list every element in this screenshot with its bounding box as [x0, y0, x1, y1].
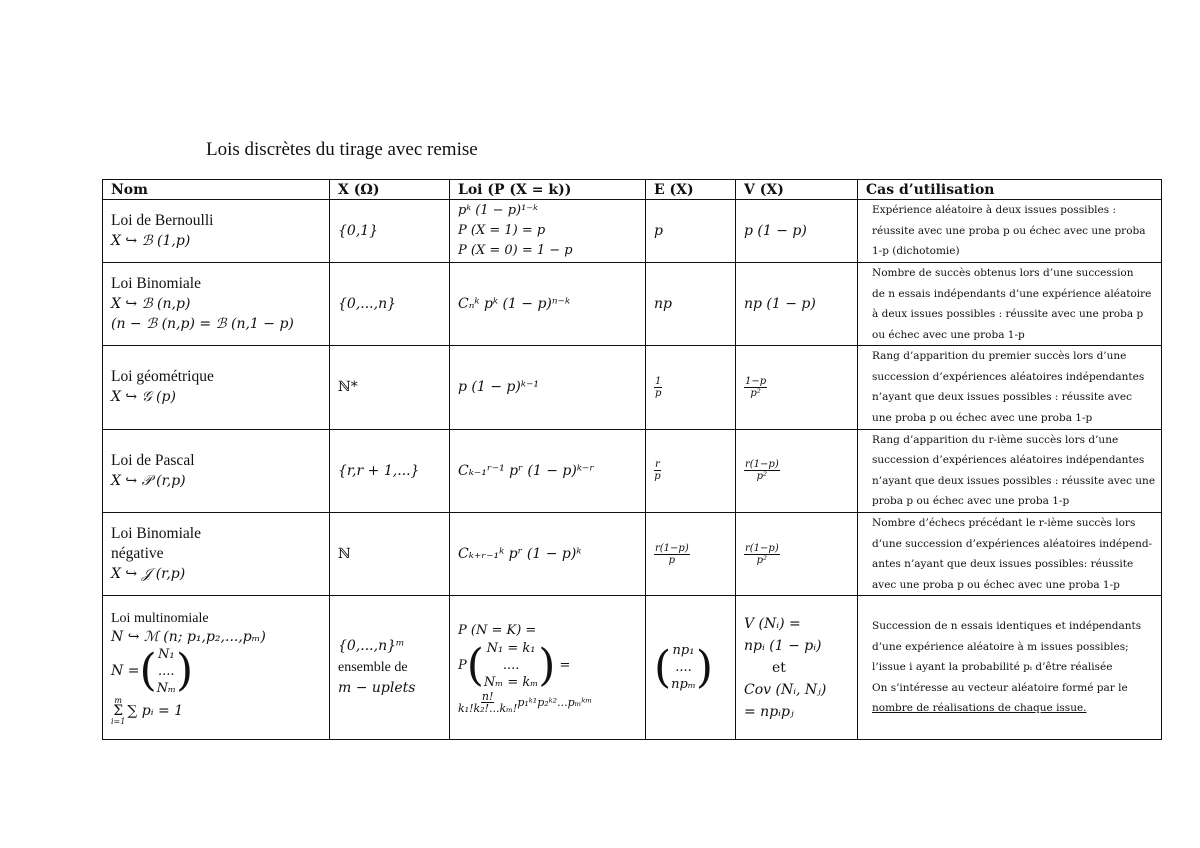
cell-usage	[858, 429, 1162, 512]
cell-support: {0,...,n}	[330, 262, 450, 345]
right-paren: )	[538, 640, 556, 692]
usage-line: Nombre d’échecs précédant le r-ième succès lors	[872, 517, 1136, 530]
fraction-numerator: r(1−p)	[655, 542, 689, 554]
fraction-numerator: 1	[655, 375, 662, 387]
law-notation: N ↪ ℳ (n; p₁,p₂,...,pₘ)	[111, 628, 266, 645]
usage-line: à deux issues possibles : réussite avec une proba p	[872, 308, 1144, 321]
header-loi: Loi (P (X = k))	[450, 180, 646, 200]
condition: ....	[502, 658, 520, 674]
loi-line: P (X = 1) = p	[458, 222, 546, 238]
law-notation: X ↪ 𝒢 (p)	[111, 389, 176, 406]
usage-line: Rang d’apparition du r-ième succès lors d’une	[872, 433, 1119, 446]
variance-line: et	[772, 659, 786, 676]
left-paren: (	[466, 640, 484, 692]
fraction-denominator: p	[668, 554, 676, 566]
vector-entry: Nₘ	[156, 680, 176, 696]
sum-expression: ∑ pᵢ = 1	[127, 702, 184, 719]
cell-support: ℕ	[330, 512, 450, 595]
cell-esperance: np	[646, 262, 736, 345]
cell-loi	[450, 596, 646, 740]
cell-esperance: p	[646, 200, 736, 263]
cell-esperance	[646, 512, 736, 595]
cell-loi: Cₙᵏ pᵏ (1 − p)ⁿ⁻ᵏ	[450, 262, 646, 345]
cell-variance	[736, 346, 858, 429]
cell-usage	[858, 346, 1162, 429]
cell-nom	[103, 512, 330, 595]
law-name-continued: négative	[111, 545, 164, 563]
cell-usage	[858, 596, 1162, 740]
left-paren: (	[139, 645, 157, 697]
loi-line: pᵏ (1 − p)¹⁻ᵏ	[458, 202, 538, 218]
cell-support	[330, 596, 450, 740]
cell-variance	[736, 512, 858, 595]
header-esperance: E (X)	[646, 180, 736, 200]
law-name: Loi de Bernoulli	[111, 211, 214, 229]
cell-nom	[103, 262, 330, 345]
law-notation: X ↪ ℬ (1,p)	[111, 232, 191, 249]
right-paren: )	[695, 642, 714, 694]
cell-nom	[103, 200, 330, 263]
usage-line: n’ayant que deux issues possibles : réussite avec	[872, 391, 1132, 404]
fraction-numerator: r	[655, 459, 660, 471]
law-notation: X ↪ 𝒫 (r,p)	[111, 472, 186, 489]
vector-label: N =	[111, 663, 140, 680]
vector-entry: ....	[675, 660, 692, 676]
cell-support: ℕ*	[330, 346, 450, 429]
variance-line: npᵢ (1 − pᵢ)	[744, 637, 822, 654]
table-row	[103, 512, 1162, 595]
probability-product: p₁ᵏ¹p₂ᵏ²...pₘᵏᵐ	[517, 696, 593, 710]
cell-support: {0,1}	[330, 200, 450, 263]
usage-line: Rang d’apparition du premier succès lors d’une	[872, 350, 1127, 363]
usage-line: avec une proba p ou échec avec une proba 1-p	[872, 578, 1120, 591]
sum-lower: i=1	[111, 716, 126, 726]
esperance-vector	[654, 642, 727, 693]
fraction-numerator: r(1−p)	[745, 459, 779, 471]
fraction-numerator: r(1−p)	[745, 542, 779, 554]
table-row	[103, 429, 1162, 512]
loi-formula	[458, 691, 637, 714]
fraction-denominator: p²	[756, 471, 768, 483]
fraction-denominator: p²	[750, 387, 761, 399]
usage-line: On s’intéresse au vecteur aléatoire formé par le	[872, 681, 1128, 694]
usage-line: une proba p ou échec avec une proba 1-p	[872, 411, 1093, 424]
usage-line: Nombre de succès obtenus lors d’une succession	[872, 267, 1134, 280]
usage-line: l’issue i ayant la probabilité pᵢ d’être réalisée	[872, 661, 1113, 674]
cell-variance: p (1 − p)	[736, 200, 858, 263]
cell-esperance	[646, 429, 736, 512]
support-text: m − uplets	[338, 680, 416, 697]
usage-line: de n essais indépendants d’une expérience aléatoire	[872, 287, 1152, 300]
variance-fraction	[744, 376, 767, 399]
vector-components	[157, 646, 176, 697]
usage-line: réussite avec une proba p ou échec avec une proba	[872, 224, 1146, 237]
vector-definition	[111, 646, 321, 697]
condition: N₁ = k₁	[486, 641, 536, 657]
cell-usage	[858, 512, 1162, 595]
cell-nom	[103, 346, 330, 429]
equals-sign: =	[559, 658, 571, 674]
esperance-fraction	[654, 543, 690, 566]
vector-entry: np₁	[672, 643, 695, 659]
law-name: Loi Binomiale	[111, 525, 201, 543]
law-notation: X ↪ ℬ (n,p)	[111, 296, 191, 313]
loi-p: P	[458, 658, 467, 674]
cell-variance: np (1 − p)	[736, 262, 858, 345]
fraction-numerator: 1−p	[745, 375, 767, 387]
condition: Nₘ = kₘ	[483, 675, 539, 691]
cell-loi: Cₖ₋₁ʳ⁻¹ pʳ (1 − p)ᵏ⁻ʳ	[450, 429, 646, 512]
page-title: Lois discrètes du tirage avec remise	[206, 139, 478, 160]
variance-fraction	[744, 459, 780, 482]
usage-line: proba p ou échec avec une proba 1-p	[872, 495, 1070, 508]
table-row	[103, 200, 1162, 263]
cell-loi: p (1 − p)ᵏ⁻¹	[450, 346, 646, 429]
sum-upper: m	[114, 695, 122, 705]
usage-line: antes n’ayant que deux issues possibles: réussite	[872, 558, 1134, 571]
esperance-fraction	[654, 459, 661, 482]
cell-usage	[858, 262, 1162, 345]
header-row	[103, 180, 1162, 200]
variance-line: V (Nᵢ) =	[744, 615, 801, 632]
law-notation: X ↪ 𝒥 (r,p)	[111, 566, 186, 583]
esperance-fraction	[654, 376, 662, 399]
fraction-denominator: p	[654, 471, 661, 483]
law-name: Loi de Pascal	[111, 451, 195, 469]
usage-line: nombre de réalisations de chaque issue.	[872, 702, 1087, 715]
cell-variance	[736, 596, 858, 740]
fraction-numerator: n!	[481, 690, 494, 704]
cell-variance	[736, 429, 858, 512]
right-paren: )	[175, 645, 194, 697]
cell-support: {r,r + 1,...}	[330, 429, 450, 512]
loi-line: P (N = K) =	[458, 623, 537, 639]
loi-conditions	[484, 640, 538, 691]
fraction-denominator: p	[654, 387, 662, 399]
cell-esperance	[646, 346, 736, 429]
sum-constraint	[111, 697, 321, 726]
variance-line: = npᵢpⱼ	[744, 703, 794, 720]
law-name: Loi Binomiale	[111, 275, 201, 293]
usage-line: n’ayant que deux issues possibles : réussite avec une	[872, 474, 1156, 487]
loi-line: P (X = 0) = 1 − p	[458, 242, 573, 258]
table-row	[103, 346, 1162, 429]
usage-line: ou échec avec une proba 1-p	[872, 328, 1025, 341]
vector-entry: N₁	[157, 646, 175, 662]
law-name: Loi géométrique	[111, 368, 214, 386]
usage-line: d’une succession d’expériences aléatoires indépend-	[872, 537, 1153, 550]
cell-nom	[103, 429, 330, 512]
variance-line: Cov (Nᵢ, Nⱼ)	[744, 681, 827, 698]
laws-table	[102, 179, 1162, 740]
usage-text: Expérience aléatoire à deux issues possibles :	[872, 204, 1116, 217]
cell-usage	[858, 200, 1162, 263]
vector-components	[671, 642, 696, 693]
usage-line: succession d’expériences aléatoires indépendantes	[872, 454, 1145, 467]
cell-loi: Cₖ₊ᵣ₋₁ᵏ pʳ (1 − p)ᵏ	[450, 512, 646, 595]
header-nom: Nom	[103, 180, 330, 200]
usage-line: succession d’expériences aléatoires indépendantes	[872, 370, 1145, 383]
usage-line	[872, 200, 1147, 221]
cell-nom	[103, 596, 330, 740]
cell-loi	[450, 200, 646, 263]
header-support: X (Ω)	[330, 180, 450, 200]
variance-fraction	[744, 543, 780, 566]
vector-entry: npₘ	[671, 677, 696, 693]
usage-line: 1-p (dichotomie)	[872, 245, 960, 258]
loi-matrix	[458, 640, 637, 691]
fraction-denominator: p²	[756, 554, 768, 566]
header-variance: V (X)	[736, 180, 858, 200]
vector-entry: ....	[158, 663, 175, 679]
sum-symbol: m Σ i=1	[111, 695, 126, 726]
left-paren: (	[654, 642, 672, 694]
table-row	[103, 262, 1162, 345]
fraction-denominator: k₁!k₂!...kₘ!	[458, 702, 518, 716]
support-text: ensemble de	[338, 660, 408, 676]
cell-esperance	[646, 596, 736, 740]
table-row	[103, 596, 1162, 740]
support-set: {0,...,n}ᵐ	[338, 638, 405, 655]
header-usage: Cas d’utilisation	[858, 180, 1162, 200]
usage-line: Succession de n essais identiques et indépendants	[872, 620, 1142, 633]
multinomial-coefficient	[458, 691, 517, 714]
law-name: Loi multinomiale	[111, 610, 209, 626]
law-relation: (n − ℬ (n,p) = ℬ (n,1 − p)	[111, 316, 294, 333]
usage-line: d’une expérience aléatoire à m issues possibles;	[872, 640, 1129, 653]
